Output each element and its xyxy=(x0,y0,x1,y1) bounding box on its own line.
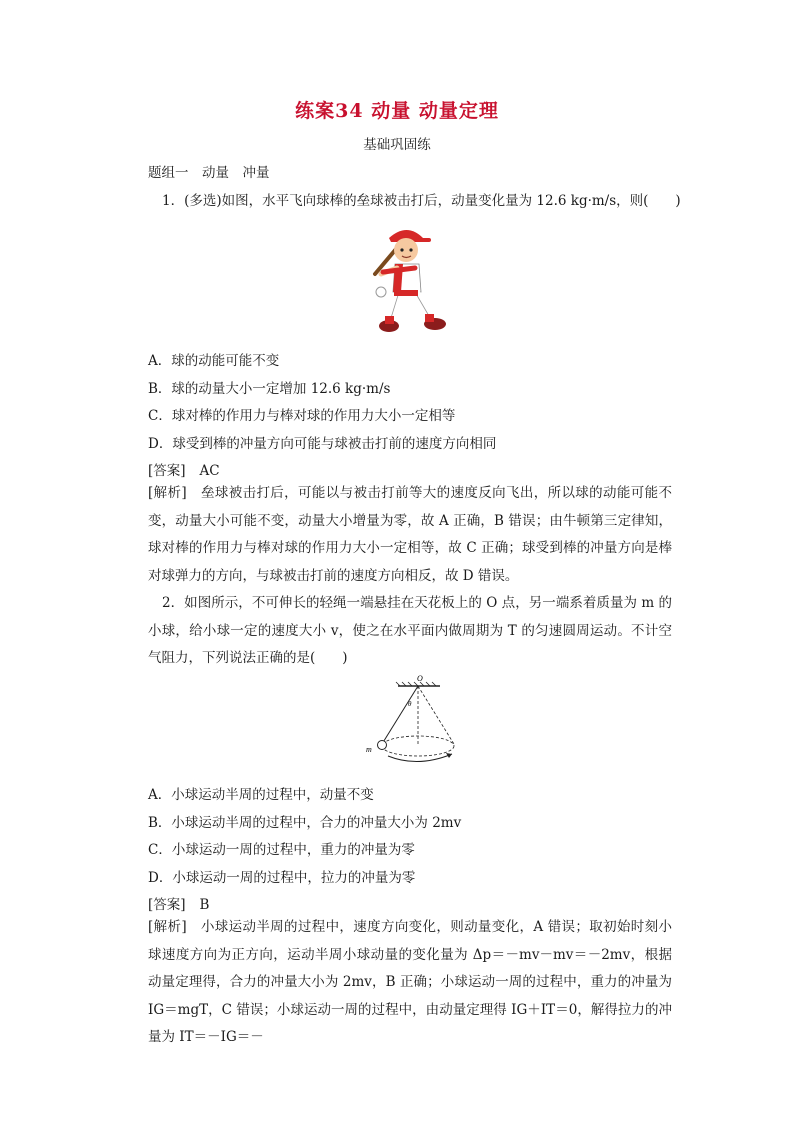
conical-pendulum-diagram xyxy=(360,674,470,778)
question-1-option-d: D．球受到棒的冲量方向可能与球被击打前的速度方向相同 xyxy=(148,436,497,452)
question-1-answer xyxy=(148,459,220,479)
question-1-analysis xyxy=(148,480,672,590)
group-heading: 题组一 动量 冲量 xyxy=(148,165,270,181)
page-title: 练案34 动量 动量定理 xyxy=(295,100,499,122)
question-2-option-a: A．小球运动半周的过程中，动量不变 xyxy=(148,787,374,803)
analysis-label: [解析] xyxy=(148,919,187,935)
question-2-answer xyxy=(148,893,209,913)
question-1-option-c: C．球对棒的作用力与棒对球的作用力大小一定相等 xyxy=(148,408,456,424)
question-1-option-b: B．球的动量大小一定增加 12.6 kg·m/s xyxy=(148,381,391,397)
question-2-option-c: C．小球运动一周的过程中，重力的冲量为零 xyxy=(148,842,415,858)
answer-label: [答案] xyxy=(148,463,186,479)
question-1-option-a: A．球的动能可能不变 xyxy=(148,353,280,369)
answer-value: B xyxy=(199,897,210,913)
section-heading: 基础巩固练 xyxy=(363,137,431,153)
baseball-player-illustration xyxy=(355,216,465,338)
label-theta: θ xyxy=(408,700,412,708)
question-2-analysis xyxy=(148,914,672,1052)
analysis-text: 小球运动半周的过程中，速度方向变化，则动量变化，A 错误；取初始时刻小球速度方向为正方向，运动半周小球动量的变化量为 Δp＝－mv－mv＝－2mv，根据动量定理得，合力的冲量大小为 2mv，B 正确；小球运动一周的过程中，重力的冲量为 IG＝mgT，C 错误；小球运动一周的过程中，由动量定理得 IG＋IT＝0，解得拉力的冲量为 IT＝－IG＝－ xyxy=(148,919,672,1046)
question-1-stem: 1．(多选)如图，水平飞向球棒的垒球被击打后，动量变化量为 12.6 kg·m/s，则( ) xyxy=(162,193,681,209)
answer-label: [答案] xyxy=(148,897,186,913)
label-o: O xyxy=(417,674,423,683)
analysis-text: 垒球被击打后，可能以与被击打前等大的速度反向飞出，所以球的动能可能不变，动量大小可能不变，动量大小增量为零，故 A 正确，B 错误；由牛顿第三定律知，球对棒的作用力与棒对球的作用力大小一定相等，故 C 正确；球受到棒的冲量方向是棒对球弹力的方向，与球被击打前的速度方向相反，故 D 错误。 xyxy=(148,485,672,584)
answer-value: AC xyxy=(199,463,220,479)
analysis-label: [解析] xyxy=(148,485,187,501)
question-2-stem: 2．如图所示，不可伸长的轻绳一端悬挂在天花板上的 O 点，另一端系着质量为 m 的小球，给小球一定的速度大小 v，使之在水平面内做周期为 T 的匀速圆周运动。不计空气阻力，下列说法正确的是( ) xyxy=(148,595,672,667)
question-2-option-b: B．小球运动半周的过程中，合力的冲量大小为 2mv xyxy=(148,815,462,831)
question-2-option-d: D．小球运动一周的过程中，拉力的冲量为零 xyxy=(148,870,416,886)
label-m: m xyxy=(366,745,372,754)
